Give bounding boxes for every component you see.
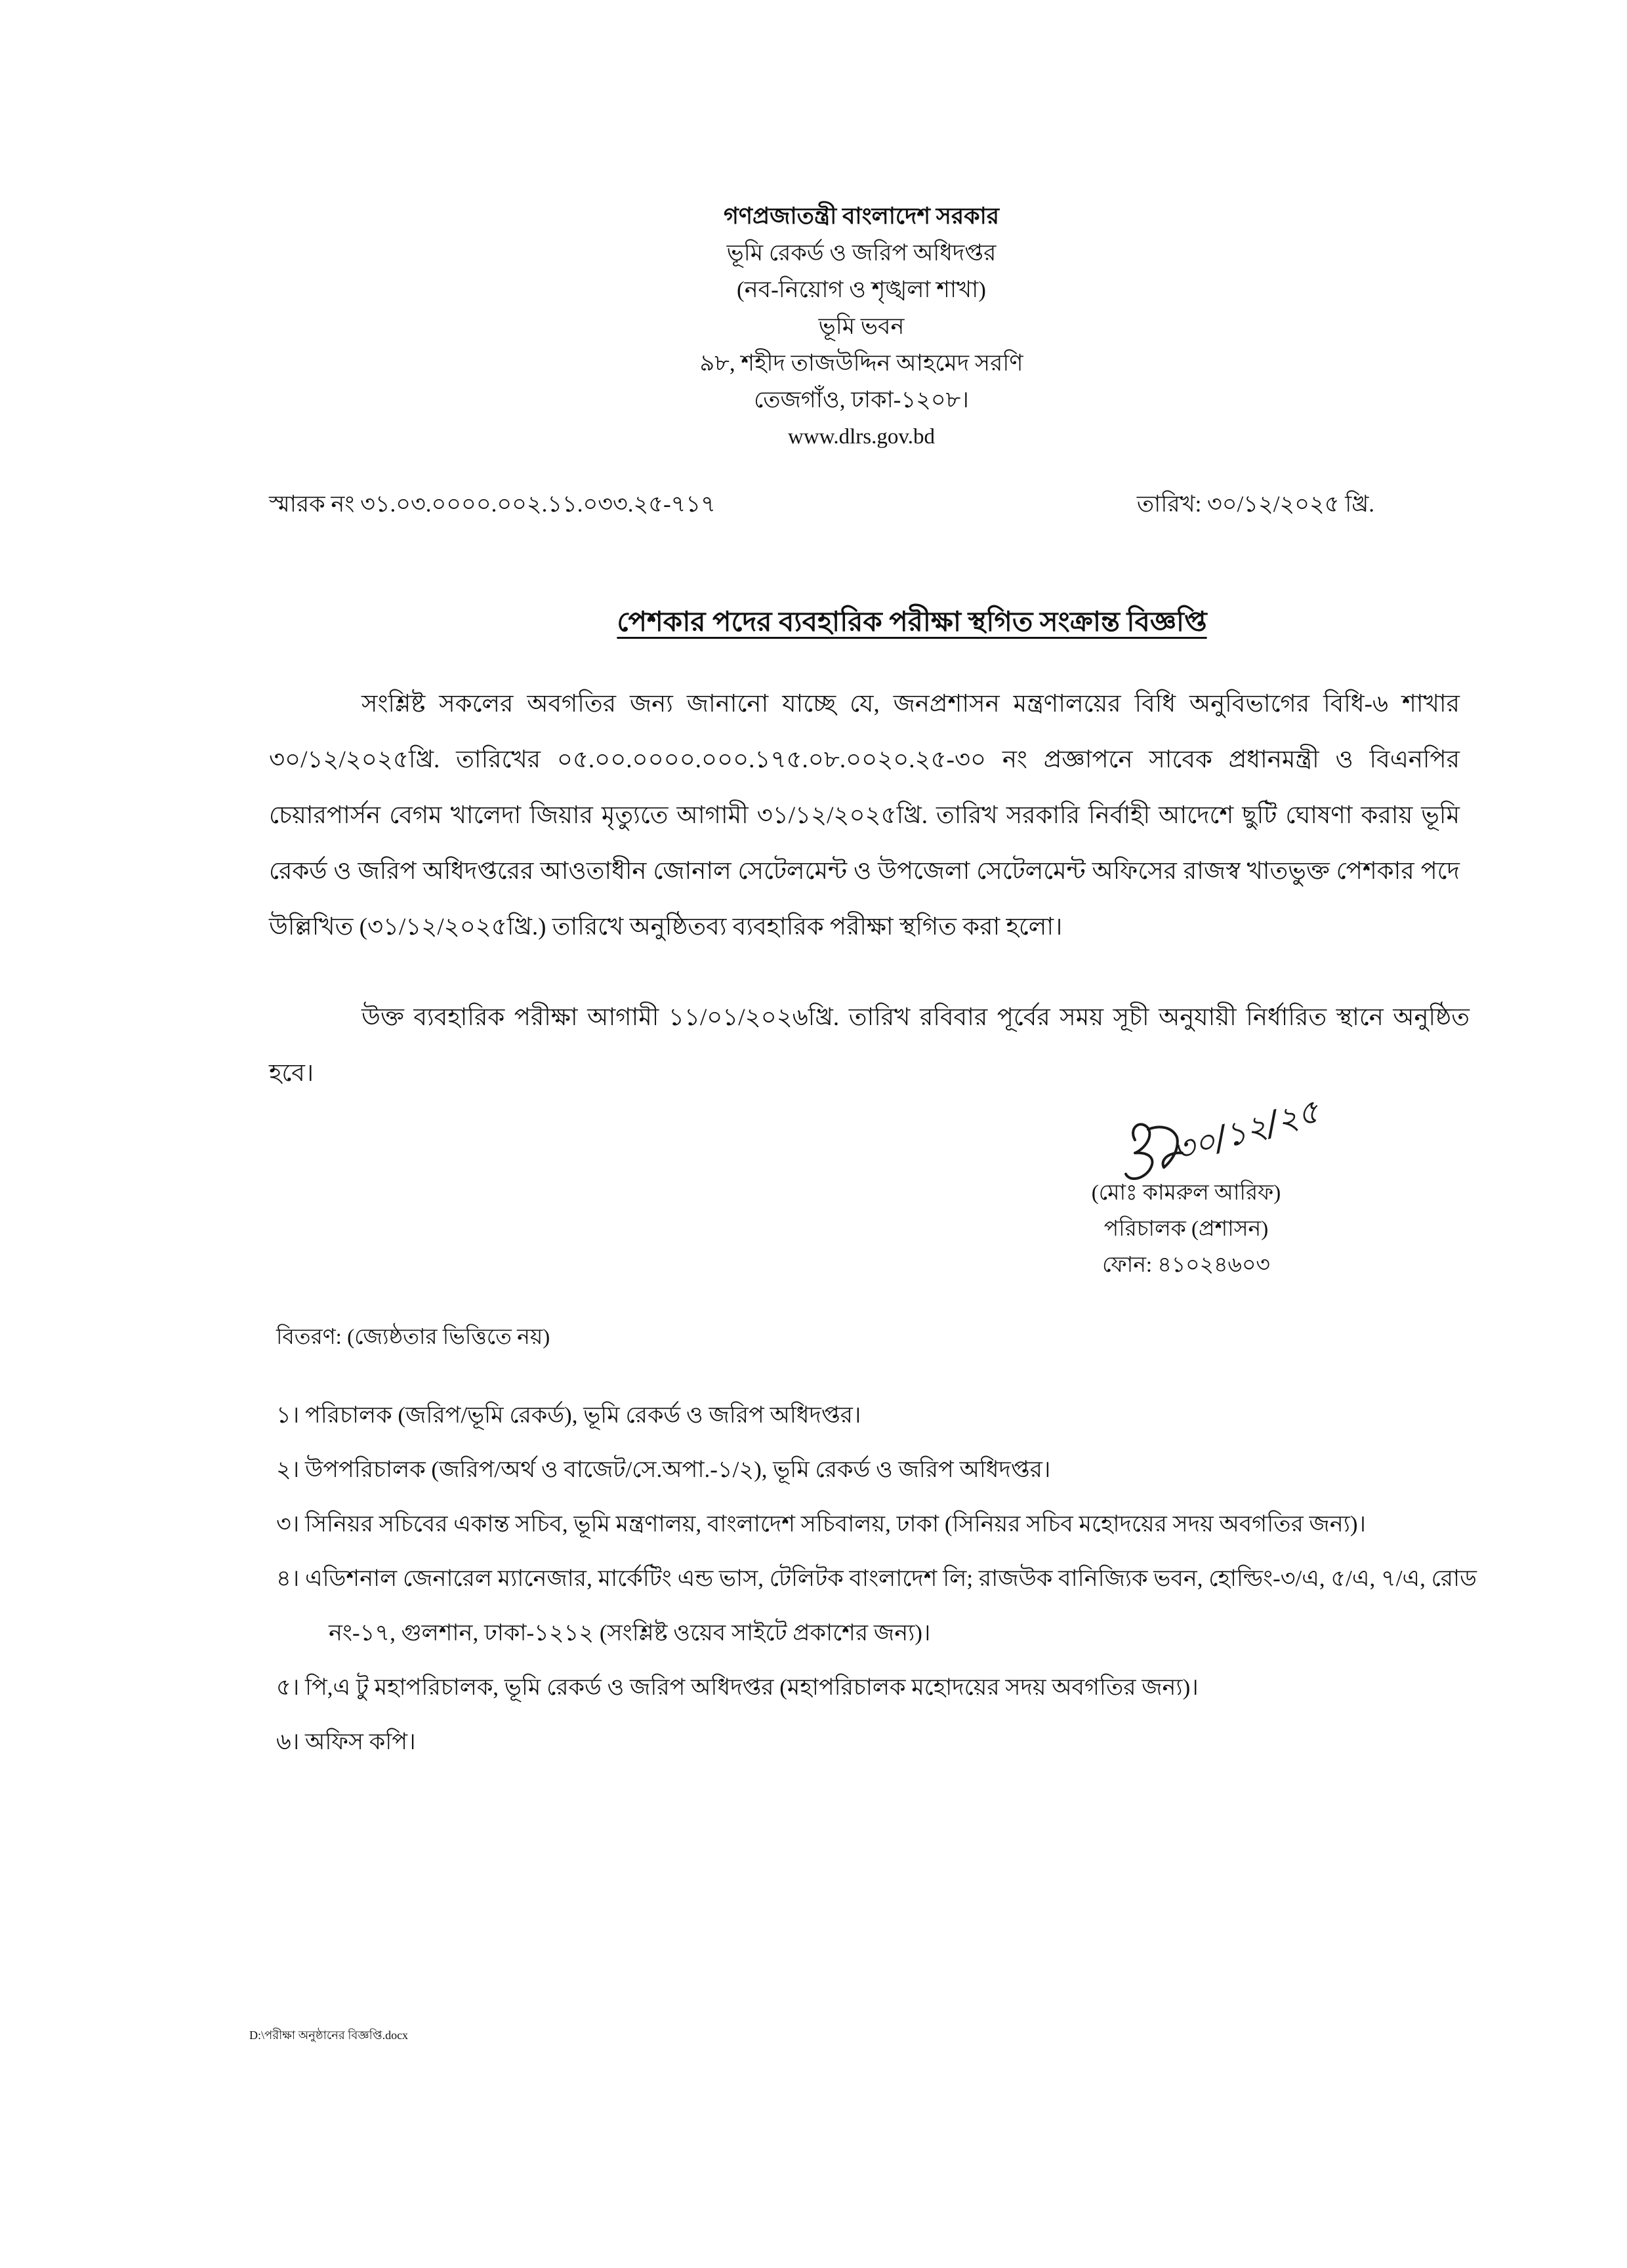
distribution-item-number: ২। [276, 1457, 300, 1482]
distribution-item-text: উপপরিচালক (জরিপ/অর্থ ও বাজেট/সে.অপা.-১/২), ভূমি রেকর্ড ও জরিপ অধিদপ্তর। [305, 1457, 1051, 1482]
distribution-item-text: পরিচালক (জরিপ/ভূমি রেকর্ড), ভূমি রেকর্ড ও জরিপ অধিদপ্তর। [304, 1402, 861, 1428]
distribution-heading: বিতরণ: (জ্যেষ্ঠতার ভিত্তিতে নয়) [276, 1326, 550, 1349]
signatory-designation: পরিচালক (প্রশাসন) [1103, 1217, 1269, 1241]
distribution-item [276, 1714, 1477, 1769]
department-name: ভূমি রেকর্ড ও জরিপ অধিদপ্তর [726, 240, 997, 266]
issue-date: তারিখ: ৩০/১২/২০২৫ খ্রি. [1136, 491, 1374, 517]
distribution-item-text: অফিস কপি। [305, 1729, 416, 1754]
building-name: ভূমি ভবন [818, 314, 905, 339]
distribution-item-text: এডিশনাল জেনারেল ম্যানেজার, মার্কেটিং এন্ড ভাস, টেলিটক বাংলাদেশ লি; রাজউক বানিজ্যিক ভবন, হোল্ডিং-৩/এ, ৫/এ, ৭/এ, রোড নং-১৭, গুলশান, ঢাকা-১২১২ (সংশ্লিষ্ট ওয়েব সাইটে প্রকাশের জন্য)। [304, 1566, 1477, 1646]
distribution-item-number: ৪। [276, 1566, 300, 1591]
signatory-name: (মোঃ কামরুল আরিফ) [1091, 1181, 1281, 1205]
distribution-item [276, 1388, 1477, 1442]
body-paragraph-1: সংশ্লিষ্ট সকলের অবগতির জন্য জানানো যাচ্ছে যে, জনপ্রশাসন মন্ত্রণালয়ের বিধি অনুবিভাগের বিধি-৬ শাখার ৩০/১২/২০২৫খ্রি. তারিখের ০৫.০০.০০০০.০০০.১৭৫.০৮.০০২০.২৫-৩০ নং প্রজ্ঞাপনে সাবেক প্রধানমন্ত্রী ও বিএনপির চেয়ারপার্সন বেগম খালেদা জিয়ার মৃত্যুতে আগামী ৩১/১২/২০২৫খ্রি. তারিখ সরকারি নির্বাহী আদেশে ছুটি ঘোষণা করায় ভূমি রেকর্ড ও জরিপ অধিদপ্তরের আওতাধীন জোনাল সেটেলমেন্ট ও উপজেলা সেটেলমেন্ট অফিসের রাজস্ব খাতভুক্ত পেশকার পদে উল্লিখিত (৩১/১২/২০২৫খ্রি.) তারিখে অনুষ্ঠিতব্য ব্যবহারিক পরীক্ষা স্থগিত করা হলো। [269, 691, 1460, 941]
government-name: গণপ্রজাতন্ত্রী বাংলাদেশ সরকার [723, 203, 1000, 229]
letterhead [533, 198, 1189, 455]
distribution-item-number: ৬। [276, 1729, 300, 1754]
distribution-item [276, 1442, 1477, 1497]
branch-name: (নব-নিয়োগ ও শৃঙ্খলা শাখা) [737, 277, 986, 302]
distribution-item [276, 1660, 1477, 1714]
address-line-1: ৯৮, শহীদ তাজউদ্দিন আহমেদ সরণি [699, 350, 1023, 376]
distribution-item-number: ৫। [276, 1674, 300, 1700]
body-paragraph-2: উক্ত ব্যবহারিক পরীক্ষা আগামী ১১/০১/২০২৬খ্রি. তারিখ রবিবার পূর্বের সময় সূচী অনুযায়ী নির্ধারিত স্থানে অনুষ্ঠিত হবে। [269, 1004, 1470, 1087]
distribution-item-number: ১। [276, 1402, 300, 1428]
distribution-item-number: ৩। [276, 1511, 300, 1537]
footer-file-path: D:\পরীক্ষা অনুষ্ঠানের বিজ্ঞপ্তি.docx [249, 2029, 409, 2042]
distribution-item-text: সিনিয়র সচিবের একান্ত সচিব, ভূমি মন্ত্রণালয়, বাংলাদেশ সচিবালয়, ঢাকা (সিনিয়র সচিব মহোদয়ের সদয় অবগতির জন্য)। [305, 1511, 1367, 1537]
memo-number: স্মারক নং ৩১.০৩.০০০০.০০২.১১.০৩৩.২৫-৭১৭ [269, 491, 716, 517]
signatory-phone: ফোন: ৪১০২৪৬০৩ [1102, 1253, 1270, 1277]
signature-date: ৩০/১২/২৫ [1168, 1091, 1324, 1170]
distribution-list [276, 1388, 1477, 1769]
address-line-2: তেজগাঁও, ঢাকা-১২০৮। [754, 387, 969, 413]
notice-title: পেশকার পদের ব্যবহারিক পরীক্ষা স্থগিত সংক্রান্ত বিজ্ঞপ্তি [617, 607, 1207, 638]
distribution-item [276, 1497, 1477, 1551]
website-address: www.dlrs.gov.bd [788, 425, 935, 449]
distribution-item-text: পি,এ টু মহাপরিচালক, ভূমি রেকর্ড ও জরিপ অধিদপ্তর (মহাপরিচালক মহোদয়ের সদয় অবগতির জন্য)। [304, 1674, 1199, 1700]
signatory-block [1022, 1175, 1350, 1284]
distribution-item [276, 1551, 1477, 1660]
